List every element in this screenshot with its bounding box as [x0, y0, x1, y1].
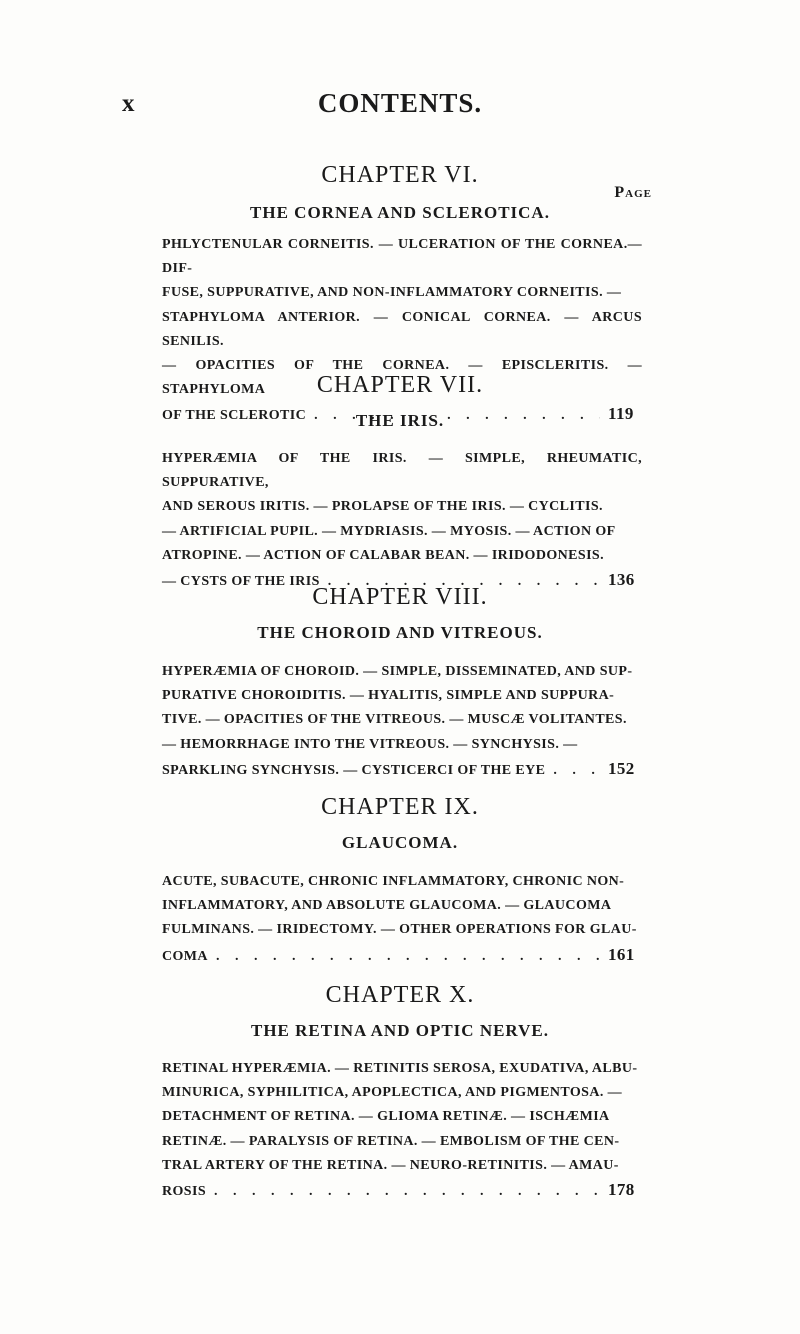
dot-leader: [216, 945, 600, 969]
chapter-10-heading: [0, 980, 800, 1042]
contents-line: — CYSTS OF THE IRIS: [162, 574, 320, 590]
contents-last-line: [162, 757, 642, 783]
contents-line: SPARKLING SYNCHYSIS. — CYSTICERCI OF THE EYE: [162, 762, 546, 778]
contents-line: ACUTE, SUBACUTE, CHRONIC INFLAMMATORY, CHRONIC NON-: [162, 874, 625, 889]
contents-line: STAPHYLOMA ANTERIOR. — CONICAL CORNEA. — ARCUS SENILIS.: [162, 309, 642, 349]
contents-line: RETINÆ. — PARALYSIS OF RETINA. — EMBOLISM OF THE CEN-: [162, 1133, 620, 1149]
chapter-6-heading: [0, 160, 800, 224]
contents-line: AND SEROUS IRITIS. — PROLAPSE OF THE IRIS. — CYCLITIS.: [162, 499, 603, 515]
contents-line: FUSE, SUPPURATIVE, AND NON-INFLAMMATORY CORNEITIS. —: [162, 285, 622, 301]
contents-last-line: [162, 943, 642, 969]
chapter-8-contents: [162, 660, 642, 783]
contents-line: TIVE. — OPACITIES OF THE VITREOUS. — MUSCÆ VOLITANTES.: [162, 712, 627, 728]
chapter-subtitle: THE CHOROID AND VITREOUS.: [257, 623, 543, 642]
running-title: CONTENTS.: [317, 88, 483, 118]
chapter-9-heading: [0, 792, 800, 854]
chapter-subtitle: THE IRIS.: [355, 411, 445, 430]
page-reference: 178: [608, 1180, 635, 1200]
contents-line: FULMINANS. — IRIDECTOMY. — OTHER OPERATIONS FOR GLAU-: [162, 922, 637, 938]
contents-line: COMA: [162, 948, 208, 964]
page-reference: 161: [608, 944, 635, 964]
chapter-10-contents: [162, 1057, 642, 1204]
chapter-title: CHAPTER VII.: [316, 372, 484, 398]
chapter-title: CHAPTER VI.: [321, 162, 479, 188]
chapter-8-heading: [0, 582, 800, 644]
contents-line: — ARTIFICIAL PUPIL. — MYDRIASIS. — MYOSIS. — ACTION OF: [162, 523, 616, 539]
page-number: x: [122, 90, 135, 117]
contents-line: TRAL ARTERY OF THE RETINA. — NEURO-RETINITIS. — AMAU-: [162, 1157, 619, 1173]
contents-line: DETACHMENT OF RETINA. — GLIOMA RETINÆ. — ISCHÆMIA: [162, 1109, 610, 1125]
chapter-title: CHAPTER IX.: [321, 794, 479, 820]
chapter-subtitle: THE CORNEA AND SCLEROTICA.: [250, 203, 550, 222]
contents-line: OF THE SCLEROTIC: [162, 408, 307, 424]
contents-line: — OPACITIES OF THE CORNEA. — EPISCLERITIS. — STAPHYLOMA: [162, 358, 642, 398]
contents-line: PHLYCTENULAR CORNEITIS. — ULCERATION OF THE CORNEA.—DIF-: [162, 237, 642, 277]
dot-leader: [553, 759, 600, 783]
contents-line: PURATIVE CHOROIDITIS. — HYALITIS, SIMPLE AND SUPPURA-: [162, 688, 615, 704]
contents-line: ATROPINE. — ACTION OF CALABAR BEAN. — IRIDODONESIS.: [162, 547, 605, 563]
page-reference: 136: [608, 570, 635, 590]
chapter-subtitle: THE RETINA AND OPTIC NERVE.: [251, 1021, 549, 1040]
dot-leader: [214, 1180, 600, 1204]
chapter-7-heading: [0, 370, 800, 432]
contents-line: HYPERÆMIA OF CHOROID. — SIMPLE, DISSEMINATED, AND SUP-: [162, 664, 633, 679]
page-column-label: Page: [614, 184, 652, 201]
chapter-title: CHAPTER X.: [325, 982, 475, 1008]
chapter-7-contents: [162, 447, 642, 594]
contents-line: HYPERÆMIA OF THE IRIS. — SIMPLE, RHEUMATIC, SUPPURATIVE,: [162, 451, 642, 491]
chapter-9-contents: [162, 870, 642, 969]
contents-last-line: [162, 1178, 642, 1204]
contents-line: — HEMORRHAGE INTO THE VITREOUS. — SYNCHYSIS. —: [162, 736, 578, 752]
page-reference: 152: [608, 758, 635, 778]
chapter-subtitle: GLAUCOMA.: [341, 833, 459, 852]
contents-line: ROSIS: [162, 1184, 207, 1200]
chapter-title: CHAPTER VIII.: [312, 584, 488, 610]
running-head: [0, 88, 800, 128]
contents-line: RETINAL HYPERÆMIA. — RETINITIS SEROSA, EXUDATIVA, ALBU-: [162, 1061, 638, 1076]
contents-line: INFLAMMATORY, AND ABSOLUTE GLAUCOMA. — GLAUCOMA: [162, 898, 612, 914]
page-reference: 119: [608, 404, 634, 424]
contents-line: MINURICA, SYPHILITICA, APOPLECTICA, AND PIGMENTOSA. —: [162, 1085, 623, 1101]
